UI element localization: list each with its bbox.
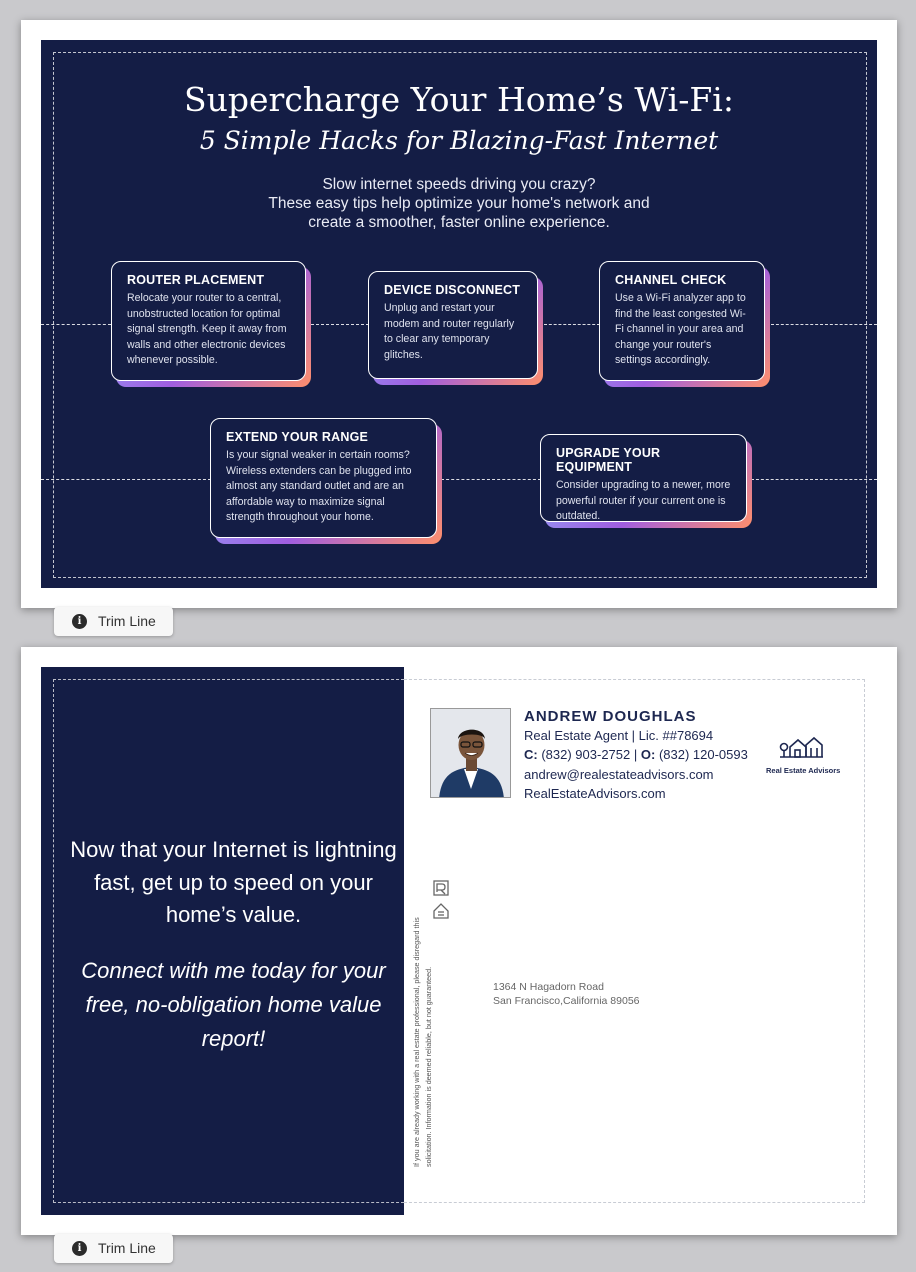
tip-body: Unplug and restart your modem and router regularly to clear any temporary glitches. bbox=[384, 302, 515, 361]
tip-card-body bbox=[210, 418, 437, 538]
tip-card bbox=[111, 261, 306, 381]
trim-line-text: Trim Line bbox=[98, 1240, 156, 1256]
intro-line: create a smoother, faster online experience. bbox=[308, 214, 610, 231]
connector-line bbox=[441, 479, 541, 480]
tip-title: EXTEND YOUR RANGE bbox=[226, 430, 369, 444]
house-logo-icon bbox=[778, 735, 824, 759]
office-phone[interactable]: (832) 120-0593 bbox=[658, 747, 748, 762]
address-line: 1364 N Hagadorn Road bbox=[493, 981, 604, 993]
recipient-address bbox=[493, 980, 640, 1008]
connector-line bbox=[771, 324, 877, 325]
tip-title: CHANNEL CHECK bbox=[615, 273, 727, 287]
disclaimer: If you are already working with a real estate professional, please disregard this solicitation. Information is deemed reliable, but not guaranteed. bbox=[412, 917, 433, 1167]
agent-email[interactable]: andrew@realestateadvisors.com bbox=[524, 767, 714, 782]
tip-card bbox=[210, 418, 437, 538]
agent-phones: C: (832) 903-2752 | O: (832) 120-0593 bbox=[524, 747, 748, 762]
connector-line bbox=[41, 479, 211, 480]
subheadline: 5 Simple Hacks for Blazing-Fast Internet bbox=[199, 126, 719, 155]
cell-phone[interactable]: (832) 903-2752 bbox=[541, 747, 631, 762]
tip-card-body bbox=[599, 261, 765, 381]
tip-card-body bbox=[540, 434, 747, 522]
brand-logo bbox=[766, 735, 841, 775]
brand-name: Real Estate Advisors bbox=[766, 766, 841, 775]
tip-body: Use a Wi-Fi analyzer app to find the least congested Wi-Fi channel in your area and change your router's settings accordingly. bbox=[615, 292, 746, 366]
tip-card bbox=[368, 271, 538, 379]
tip-title: UPGRADE YOUR EQUIPMENT bbox=[556, 446, 661, 474]
tip-body: Relocate your router to a central, unobstructed location for optimal signal strength. Keep it away from walls and other electronic devices whenever possible. bbox=[127, 292, 287, 366]
equal-housing-logos bbox=[432, 879, 456, 926]
agent-name: ANDREW DOUGHLAS bbox=[524, 708, 697, 725]
back-message: Now that your Internet is lightning fast, get up to speed on your home’s value. bbox=[70, 837, 397, 927]
trim-line-text: Trim Line bbox=[98, 613, 156, 629]
tip-title: DEVICE DISCONNECT bbox=[384, 283, 521, 297]
office-label: O: bbox=[640, 747, 656, 762]
tip-card bbox=[599, 261, 765, 381]
intro-text bbox=[221, 175, 697, 232]
trim-line-label[interactable] bbox=[54, 607, 173, 636]
postcard-back bbox=[21, 647, 897, 1235]
back-trim-frame-left bbox=[53, 679, 404, 1203]
intro-line: Slow internet speeds driving you crazy? bbox=[322, 176, 596, 193]
agent-title: Real Estate Agent | Lic. ##78694 bbox=[524, 728, 714, 743]
tip-title: ROUTER PLACEMENT bbox=[127, 273, 265, 287]
tip-body: Consider upgrading to a newer, more powerful router if your current one is outdated. bbox=[556, 479, 731, 522]
intro-line: These easy tips help optimize your home's network and bbox=[268, 195, 650, 212]
headline: Supercharge Your Home’s Wi-Fi: bbox=[184, 80, 734, 119]
trim-line-label[interactable] bbox=[54, 1234, 173, 1263]
connector-line bbox=[544, 324, 600, 325]
tip-card-body bbox=[368, 271, 538, 379]
address-line: San Francisco,California 89056 bbox=[493, 995, 640, 1007]
agent-website[interactable]: RealEstateAdvisors.com bbox=[524, 786, 666, 801]
agent-photo bbox=[430, 708, 511, 798]
info-icon: i bbox=[72, 614, 87, 629]
cell-label: C: bbox=[524, 747, 538, 762]
tip-card bbox=[540, 434, 747, 522]
tip-body: Is your signal weaker in certain rooms? Wireless extenders can be plugged into almost any standard outlet and are an affordable way to maximize signal strength throughout your home. bbox=[226, 449, 412, 523]
connector-line bbox=[751, 479, 877, 480]
realtor-eho-icon bbox=[432, 879, 454, 921]
agent-portrait-icon bbox=[431, 709, 511, 798]
connector-line bbox=[311, 324, 369, 325]
info-icon: i bbox=[72, 1241, 87, 1256]
back-cta: Connect with me today for your free, no-obligation home value report! bbox=[81, 958, 386, 1051]
connector-line bbox=[41, 324, 111, 325]
postcard-front bbox=[21, 20, 897, 608]
tip-card-body bbox=[111, 261, 306, 381]
